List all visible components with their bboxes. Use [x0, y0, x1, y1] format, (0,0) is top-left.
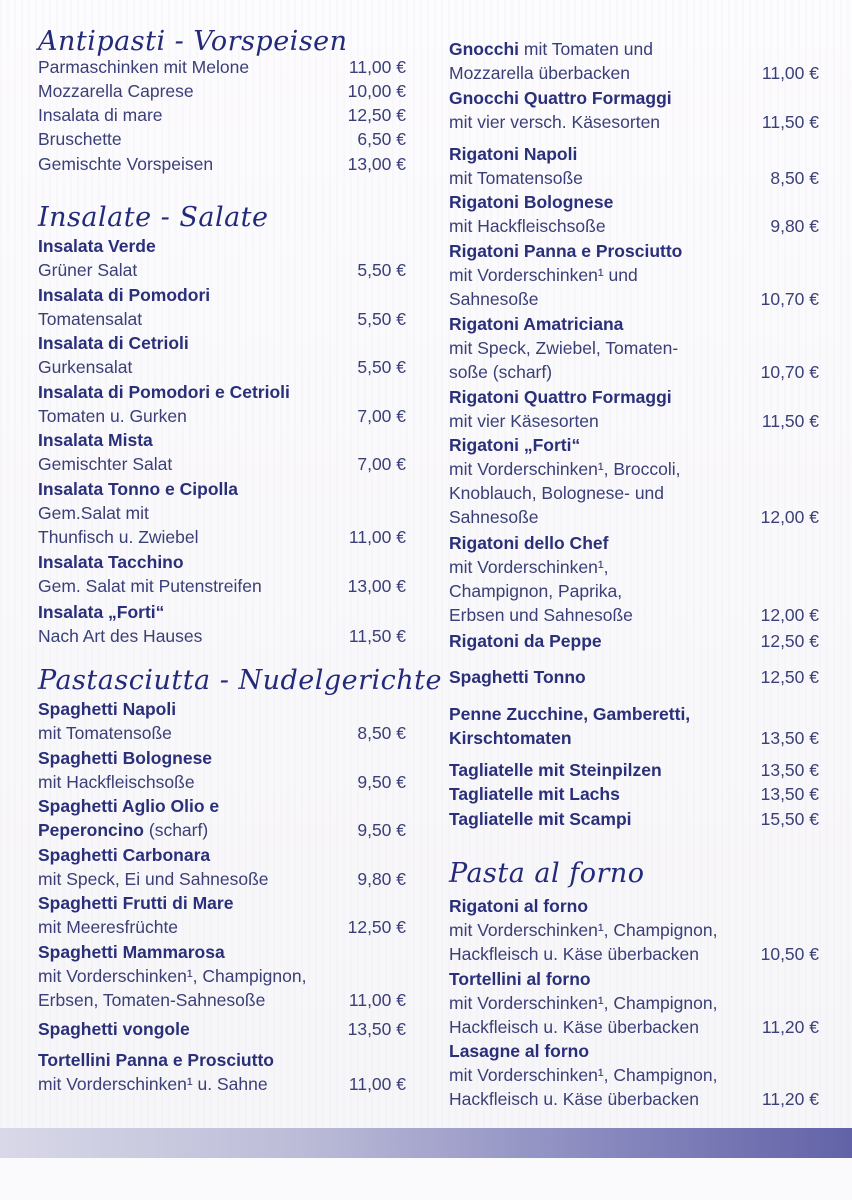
- item-price: 11,00 €: [348, 57, 406, 77]
- item-name: Spaghetti Mammarosa: [38, 942, 225, 962]
- item-desc: mit Vorderschinken¹, Champignon,: [38, 966, 307, 986]
- item-name: Peperoncino: [38, 820, 144, 840]
- item-price: 11,50 €: [348, 626, 406, 646]
- menu-item: [38, 940, 406, 1012]
- item-desc: mit Meeresfrüchte: [38, 917, 179, 937]
- item-name: Rigatoni Napoli: [449, 144, 578, 164]
- item-name: Gnocchi Quattro Formaggi: [449, 88, 672, 108]
- item-desc: mit Tomaten und: [519, 39, 653, 59]
- item-price: 10,70 €: [760, 362, 819, 382]
- item-desc: Gemischter Salat: [38, 454, 173, 474]
- item-desc: mit Hackfleischsoße: [449, 216, 606, 236]
- footer-gradient-bar: [0, 1128, 852, 1158]
- item-name: Spaghetti Tonno: [449, 667, 586, 687]
- menu-item: [38, 1017, 406, 1041]
- item-name: Spaghetti Bolognese: [38, 748, 213, 768]
- item-name: Insalata Mista: [38, 430, 153, 450]
- item-name: Rigatoni Panna e Prosciutto: [449, 241, 683, 261]
- item-price: 11,20 €: [761, 1017, 819, 1037]
- menu-item: [38, 477, 406, 549]
- item-price: 12,00 €: [760, 507, 819, 527]
- item-name: Insalata Tonno e Cipolla: [38, 479, 238, 499]
- item-desc: Tomaten u. Gurken: [38, 406, 187, 426]
- item-price: 10,00 €: [347, 81, 406, 101]
- item-desc: mit Vorderschinken¹,: [449, 557, 609, 577]
- item-price: 13,50 €: [347, 1019, 406, 1039]
- menu-item: [449, 531, 819, 627]
- item-price: 13,00 €: [347, 154, 406, 174]
- menu-item: [449, 312, 819, 384]
- item-name: Lasagne al forno: [449, 1041, 590, 1061]
- item-name: Insalata Verde: [38, 236, 156, 256]
- item-price: 11,00 €: [761, 63, 819, 83]
- item-desc: Hackfleisch u. Käse überbacken: [449, 1017, 699, 1037]
- item-desc: Gem.Salat mit: [38, 503, 149, 523]
- item-price: 7,00 €: [357, 406, 406, 426]
- menu-item: [38, 283, 406, 331]
- item-desc: Bruschette: [38, 129, 122, 149]
- item-price: 9,80 €: [770, 216, 819, 236]
- item-price: 11,00 €: [348, 1074, 406, 1094]
- item-desc: Mozzarella Caprese: [38, 81, 194, 101]
- item-name: Insalata Tacchino: [38, 552, 184, 572]
- item-desc: Thunfisch u. Zwiebel: [38, 527, 199, 547]
- item-name: Penne Zucchine, Gamberetti,: [449, 704, 691, 724]
- item-desc: mit Speck, Ei und Sahnesoße: [38, 869, 269, 889]
- item-name: Rigatoni „Forti“: [449, 435, 581, 455]
- item-price: 5,50 €: [357, 309, 406, 329]
- menu-item: [449, 190, 819, 238]
- section-heading-insalate: Insalate - Salate: [38, 202, 269, 233]
- item-desc: mit Vorderschinken¹, Champignon,: [449, 993, 718, 1013]
- item-name: Tortellini al forno: [449, 969, 591, 989]
- item-price: 5,50 €: [357, 357, 406, 377]
- item-desc: Insalata di mare: [38, 105, 163, 125]
- item-desc: Champignon, Paprika,: [449, 581, 623, 601]
- menu-item: [38, 380, 406, 428]
- menu-item: [449, 894, 819, 966]
- menu-item: [449, 37, 819, 85]
- item-price: 12,50 €: [760, 667, 819, 687]
- item-desc: Mozzarella überbacken: [449, 63, 630, 83]
- item-desc: mit Tomatensoße: [449, 168, 583, 188]
- item-desc: Erbsen, Tomaten-Sahnesoße: [38, 990, 266, 1010]
- item-desc: Hackfleisch u. Käse überbacken: [449, 944, 699, 964]
- item-name: Rigatoni da Peppe: [449, 631, 602, 651]
- item-price: 11,50 €: [761, 411, 819, 431]
- item-price: 13,00 €: [347, 576, 406, 596]
- menu-item: [38, 794, 406, 842]
- item-desc: mit Vorderschinken¹ u. Sahne: [38, 1074, 268, 1094]
- item-name: Rigatoni Amatriciana: [449, 314, 624, 334]
- item-desc: Tomatensalat: [38, 309, 143, 329]
- item-name: Spaghetti Aglio Olio e: [38, 796, 220, 816]
- item-name: Spaghetti Napoli: [38, 699, 177, 719]
- item-note: (scharf): [144, 820, 209, 840]
- item-desc: mit Tomatensoße: [38, 723, 172, 743]
- item-price: 12,00 €: [760, 605, 819, 625]
- item-price: 8,50 €: [770, 168, 819, 188]
- section-heading-forno: Pasta al forno: [449, 858, 645, 889]
- item-name: Rigatoni dello Chef: [449, 533, 609, 553]
- menu-item: [449, 385, 819, 433]
- menu-item: [449, 702, 819, 750]
- item-desc: Nach Art des Hauses: [38, 626, 203, 646]
- menu-item: [38, 127, 406, 151]
- item-price: 13,50 €: [760, 760, 819, 780]
- footer-bottom: [0, 1158, 852, 1200]
- item-desc: Parmaschinken mit Melone: [38, 57, 250, 77]
- item-desc: Sahnesoße: [449, 289, 539, 309]
- menu-item: [449, 1039, 819, 1111]
- item-desc: Gemischte Vorspeisen: [38, 154, 214, 174]
- menu-item: [38, 55, 406, 79]
- menu-item: [449, 239, 819, 311]
- item-price: 15,50 €: [760, 809, 819, 829]
- menu-item: [38, 234, 406, 282]
- menu-item: [38, 843, 406, 891]
- section-heading-antipasti: Antipasti - Vorspeisen: [38, 26, 348, 57]
- item-name: Rigatoni Bolognese: [449, 192, 614, 212]
- menu-item: [449, 86, 819, 134]
- menu-item: [38, 891, 406, 939]
- item-desc: mit Hackfleischsoße: [38, 772, 195, 792]
- item-desc: soße (scharf): [449, 362, 553, 382]
- item-price: 9,80 €: [357, 869, 406, 889]
- menu-item: [38, 331, 406, 379]
- item-name: Insalata di Cetrioli: [38, 333, 189, 353]
- menu-item: [449, 433, 819, 529]
- item-name: Tagliatelle mit Scampi: [449, 809, 632, 829]
- item-price: 9,50 €: [357, 820, 406, 840]
- item-price: 6,50 €: [357, 129, 406, 149]
- item-desc: mit vier Käsesorten: [449, 411, 599, 431]
- item-desc: mit Vorderschinken¹, Champignon,: [449, 920, 718, 940]
- item-price: 8,50 €: [357, 723, 406, 743]
- item-desc: mit Speck, Zwiebel, Tomaten-: [449, 338, 679, 358]
- section-heading-pasta: Pastasciutta - Nudelgerichte: [38, 665, 442, 696]
- item-desc: mit Vorderschinken¹ und: [449, 265, 638, 285]
- item-desc: Knoblauch, Bolognese- und: [449, 483, 665, 503]
- item-desc: Grüner Salat: [38, 260, 138, 280]
- item-desc: Erbsen und Sahnesoße: [449, 605, 633, 625]
- menu-item: [38, 1048, 406, 1096]
- item-price: 11,20 €: [761, 1089, 819, 1109]
- item-name: Rigatoni Quattro Formaggi: [449, 387, 672, 407]
- menu-item: [449, 142, 819, 190]
- item-name: Rigatoni al forno: [449, 896, 589, 916]
- item-price: 12,50 €: [347, 105, 406, 125]
- menu-item: [449, 807, 819, 831]
- item-price: 13,50 €: [760, 784, 819, 804]
- menu-item: [449, 629, 819, 653]
- item-name: Spaghetti Carbonara: [38, 845, 211, 865]
- item-price: 13,50 €: [760, 728, 819, 748]
- menu-item: [38, 550, 406, 598]
- item-desc: Gurkensalat: [38, 357, 133, 377]
- item-desc: mit vier versch. Käsesorten: [449, 112, 661, 132]
- item-desc: Gem. Salat mit Putenstreifen: [38, 576, 262, 596]
- menu-item: [449, 967, 819, 1039]
- item-name: Kirschtomaten: [449, 728, 572, 748]
- menu-item: [38, 600, 406, 648]
- item-desc: mit Vorderschinken¹, Champignon,: [449, 1065, 718, 1085]
- item-price: 11,00 €: [348, 990, 406, 1010]
- item-price: 7,00 €: [357, 454, 406, 474]
- menu-item: [38, 103, 406, 127]
- item-price: 12,50 €: [760, 631, 819, 651]
- menu-item: [449, 665, 819, 689]
- menu-item: [449, 758, 819, 782]
- item-name: Insalata „Forti“: [38, 602, 165, 622]
- menu-item: [38, 697, 406, 745]
- item-name: Tagliatelle mit Lachs: [449, 784, 620, 804]
- item-price: 10,50 €: [760, 944, 819, 964]
- item-name: Tortellini Panna e Prosciutto: [38, 1050, 274, 1070]
- item-desc: mit Vorderschinken¹, Broccoli,: [449, 459, 681, 479]
- item-name: Spaghetti Frutti di Mare: [38, 893, 234, 913]
- item-name: Insalata di Pomodori: [38, 285, 211, 305]
- item-name: Spaghetti vongole: [38, 1019, 190, 1039]
- menu-item: [449, 782, 819, 806]
- menu-item: [38, 746, 406, 794]
- item-desc: Hackfleisch u. Käse überbacken: [449, 1089, 699, 1109]
- item-name: Tagliatelle mit Steinpilzen: [449, 760, 662, 780]
- item-name: Gnocchi: [449, 39, 520, 59]
- menu-item: [38, 152, 406, 176]
- item-price: 11,00 €: [348, 527, 406, 547]
- item-price: 9,50 €: [357, 772, 406, 792]
- item-price: 10,70 €: [760, 289, 819, 309]
- item-name: Insalata di Pomodori e Cetrioli: [38, 382, 290, 402]
- item-price: 12,50 €: [347, 917, 406, 937]
- item-price: 11,50 €: [761, 112, 819, 132]
- item-desc: Sahnesoße: [449, 507, 539, 527]
- item-price: 5,50 €: [357, 260, 406, 280]
- menu-item: [38, 79, 406, 103]
- menu-item: [38, 428, 406, 476]
